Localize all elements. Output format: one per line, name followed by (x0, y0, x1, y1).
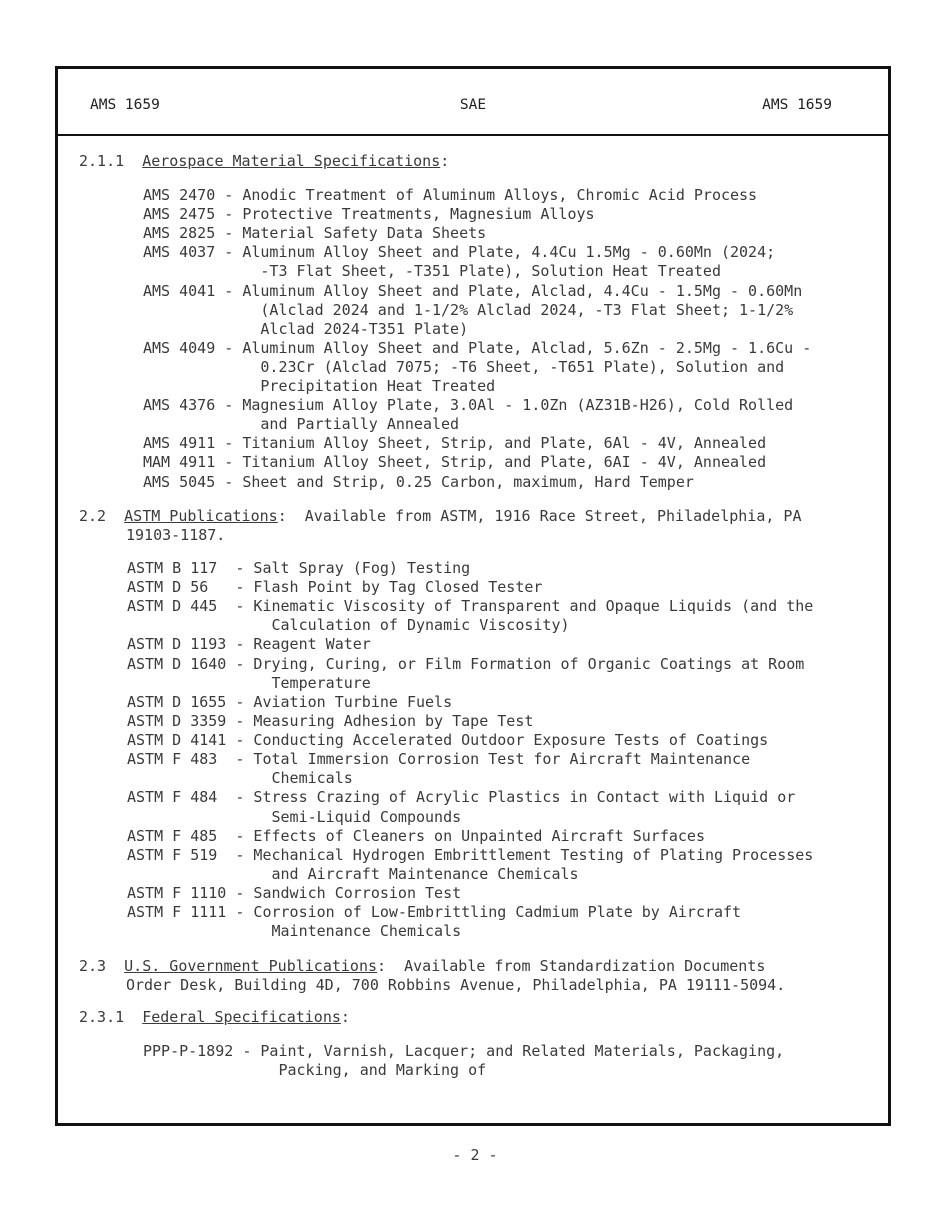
section-intro: : Available from Standardization Documents (377, 957, 766, 975)
list-item: ASTM D 56 - Flash Point by Tag Closed Tester (127, 578, 543, 597)
list-item: Chemicals (127, 769, 353, 788)
list-item: Packing, and Marking of (143, 1061, 487, 1079)
list-item: ASTM D 1640 - Drying, Curing, or Film Formation of Organic Coatings at Room (127, 654, 805, 673)
list-item: AMS 2470 - Anodic Treatment of Aluminum Alloys, Chromic Acid Process (143, 186, 758, 204)
list-item: ASTM D 1655 - Aviation Turbine Fuels (127, 692, 453, 711)
section-title: Aerospace Material Specifications (142, 152, 441, 170)
list-item: (Alclad 2024 and 1-1/2% Alclad 2024, -T3 Flat Sheet; 1-1/2% (143, 300, 794, 319)
section-2-2-heading (79, 507, 801, 525)
list-item: AMS 4911 - Titanium Alloy Sheet, Strip, and Plate, 6Al - 4V, Annealed (143, 434, 767, 453)
section-2-3-1-heading (79, 1008, 350, 1026)
list-item: AMS 4041 - Aluminum Alloy Sheet and Plate, Alclad, 4.4Cu - 1.5Mg - 0.60Mn (143, 281, 803, 300)
heading-colon: : (440, 152, 450, 170)
list-item: ASTM D 3359 - Measuring Adhesion by Tape Test (127, 711, 534, 730)
list-item: and Aircraft Maintenance Chemicals (127, 864, 579, 883)
list-item: ASTM F 485 - Effects of Cleaners on Unpainted Aircraft Surfaces (127, 826, 705, 845)
list-item: AMS 2475 - Protective Treatments, Magnesium Alloys (143, 205, 595, 224)
section-number: 2.2 (79, 507, 107, 525)
list-item: ASTM D 445 - Kinematic Viscosity of Transparent and Opaque Liquids (and the (127, 597, 814, 616)
section-number: 2.3.1 (79, 1008, 125, 1026)
list-item: ASTM F 1110 - Sandwich Corrosion Test (127, 884, 462, 903)
list-item: Calculation of Dynamic Viscosity) (127, 616, 570, 635)
section-title: U.S. Government Publications (124, 957, 378, 975)
list-item: ASTM F 519 - Mechanical Hydrogen Embrittlement Testing of Plating Processes (127, 845, 814, 864)
list-item: PPP-P-1892 - Paint, Varnish, Lacquer; and Related Materials, Packaging, (143, 1042, 785, 1060)
list-item: MAM 4911 - Titanium Alloy Sheet, Strip, and Plate, 6AI - 4V, Annealed (143, 453, 767, 472)
list-item: ASTM F 483 - Total Immersion Corrosion Test for Aircraft Maintenance (127, 750, 751, 769)
header-center-org: SAE (459, 97, 487, 113)
page-number: - 2 - (452, 1146, 498, 1164)
header-left-doc-id: AMS 1659 (90, 97, 160, 113)
list-item: AMS 4037 - Aluminum Alloy Sheet and Plate, 4.4Cu 1.5Mg - 0.60Mn (2024; (143, 243, 776, 262)
list-item: ASTM D 4141 - Conducting Accelerated Outdoor Exposure Tests of Coatings (127, 731, 769, 750)
section-number: 2.3 (79, 957, 107, 975)
section-2-2-intro-line2: 19103-1187. (126, 526, 226, 544)
section-intro: : Available from ASTM, 1916 Race Street, Philadelphia, PA (277, 507, 802, 525)
list-item: AMS 4376 - Magnesium Alloy Plate, 3.0Al - 1.0Zn (AZ31B-H26), Cold Rolled (143, 396, 794, 415)
list-item: ASTM B 117 - Salt Spray (Fog) Testing (127, 559, 471, 577)
list-item: and Partially Annealed (143, 415, 460, 434)
list-item: AMS 5045 - Sheet and Strip, 0.25 Carbon, maximum, Hard Temper (143, 472, 694, 491)
section-title: ASTM Publications (124, 507, 278, 525)
heading-colon: : (340, 1008, 350, 1026)
section-2-3-heading (79, 957, 765, 975)
list-item: Alclad 2024-T351 Plate) (143, 319, 469, 338)
list-item: ASTM F 1111 - Corrosion of Low-Embrittling Cadmium Plate by Aircraft (127, 903, 742, 922)
header-right-doc-id: AMS 1659 (762, 97, 832, 113)
list-item: Semi-Liquid Compounds (127, 807, 462, 826)
section-number: 2.1.1 (79, 152, 125, 170)
list-item: -T3 Flat Sheet, -T351 Plate), Solution Heat Treated (143, 262, 721, 281)
list-item: ASTM F 484 - Stress Crazing of Acrylic Plastics in Contact with Liquid or (127, 788, 796, 807)
list-item: Temperature (127, 673, 371, 692)
list-item: Maintenance Chemicals (127, 922, 462, 941)
list-item: ASTM D 1193 - Reagent Water (127, 635, 371, 654)
list-item: AMS 4049 - Aluminum Alloy Sheet and Plate, Alclad, 5.6Zn - 2.5Mg - 1.6Cu - (143, 338, 812, 357)
list-item: AMS 2825 - Material Safety Data Sheets (143, 224, 487, 243)
list-item: Precipitation Heat Treated (143, 377, 496, 395)
section-title: Federal Specifications (142, 1008, 341, 1026)
section-2-1-1-heading (79, 152, 449, 170)
page-header (58, 69, 888, 136)
section-2-3-intro-line2: Order Desk, Building 4D, 700 Robbins Avenue, Philadelphia, PA 19111-5094. (126, 976, 786, 994)
list-item: 0.23Cr (Alclad 7075; -T6 Sheet, -T651 Plate), Solution and (143, 357, 785, 376)
